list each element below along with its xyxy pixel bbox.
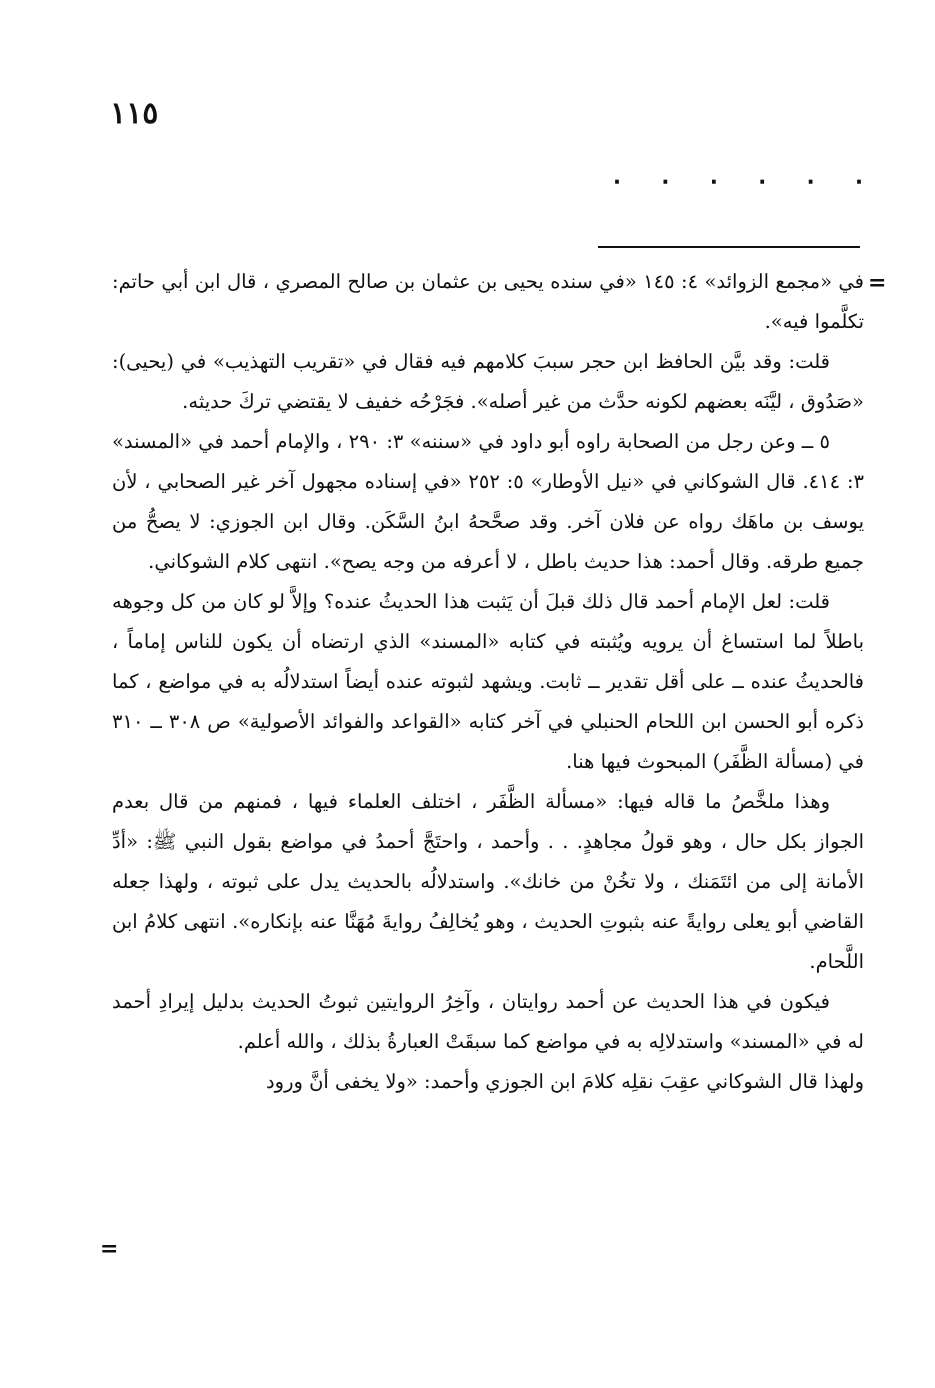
continuation-mark-end: =	[100, 1236, 119, 1262]
dot: ٠	[658, 166, 673, 196]
footnote-body	[112, 262, 864, 1102]
paragraph: وهذا ملخَّصُ ما قاله فيها: «مسألة الظَّفَر ، اختلف العلماء فيها ، فمنهم من قال بعدم الجواز بكل حال ، وهو قولُ مجاهدٍ. . . وأحمد ، واحتَجَّ أحمدُ في مواضع بقول النبي ﷺ: «أدِّ الأمانة إلى من ائتَمَنك ، ولا تخُنْ من خانك». واستدلالُه بالحديث يدل على ثبوته ، ولهذا جعله القاضي أبو يعلى روايةً عنه بثبوتِ الحديث ، وهو يُخالِفُ روايةَ مُهَنَّا عنه بإنكاره». انتهى كلامُ ابن اللَّحام.	[112, 790, 864, 973]
dot: ٠	[755, 166, 770, 196]
separator-dots	[610, 166, 866, 196]
dot: ٠	[852, 166, 866, 196]
paragraph: في «مجمع الزوائد» ٤: ١٤٥ «في سنده يحيى بن عثمان بن صالح المصري ، قال ابن أبي حاتم: تكلَّموا فيه».	[112, 270, 864, 333]
page-number: ١١٥	[110, 96, 159, 131]
continuation-mark-start: =	[868, 270, 887, 296]
paragraph: فيكون في هذا الحديث عن أحمد روايتان ، وآخِرُ الروايتين ثبوتُ الحديث بدليل إيرادِ أحمد له في «المسند» واستدلالِه به في مواضع كما سبقَتْ العبارةُ بذلك ، والله أعلم.	[112, 990, 864, 1053]
paragraph: قلت: لعل الإمام أحمد قال ذلك قبلَ أن يَثبت هذا الحديثُ عنده؟ وإلاَّ لو كان من كل وجوهه باطلاً لما استساغ أن يرويه ويُثبته في كتابه «المسند» الذي ارتضاه أن يكون للناس إماماً ، فالحديثُ عنده ــ على أقل تقدير ــ ثابت. ويشهد لثبوته عنده أيضاً استدلالُه به في مواضع ، كما ذكره أبو الحسن ابن اللحام الحنبلي في آخر كتابه «القواعد والفوائد الأصولية» ص ٣٠٨ ــ ٣١٠ في (مسألة الظَّفَر) المبحوث فيها هنا.	[112, 590, 864, 773]
footnote-rule	[598, 246, 860, 248]
dot: ٠	[706, 166, 721, 196]
paragraph: ولهذا قال الشوكاني عقِبَ نقلِه كلامَ ابن الجوزي وأحمد: «ولا يخفى أنَّ ورود	[265, 1070, 864, 1093]
paragraph: قلت: وقد بيَّن الحافظ ابن حجر سببَ كلامهم فيه فقال في «تقريب التهذيب» في (يحيى): «صَدُوق ، ليَّنَه بعضهم لكونه حدَّث من غير أصله». فجَرْحُه خفيف لا يقتضي تركَ حديثه.	[112, 350, 864, 413]
dot: ٠	[610, 166, 624, 196]
dot: ٠	[803, 166, 818, 196]
paragraph: ٥ ــ وعن رجل من الصحابة راوه أبو داود في «سننه» ٣: ٢٩٠ ، والإمام أحمد في «المسند» ٣: ٤١٤. قال الشوكاني في «نيل الأوطار» ٥: ٢٥٢ «في إسناده مجهول آخر غير الصحابي ، لأن يوسف بن ماهَك رواه عن فلان آخر. وقد صحَّحهُ ابنُ السَّكَن. وقال ابن الجوزي: لا يصحُّ من جميع طرقه. وقال أحمد: هذا حديث باطل ، لا أعرفه من وجه يصح». انتهى كلام الشوكاني.	[112, 430, 864, 573]
